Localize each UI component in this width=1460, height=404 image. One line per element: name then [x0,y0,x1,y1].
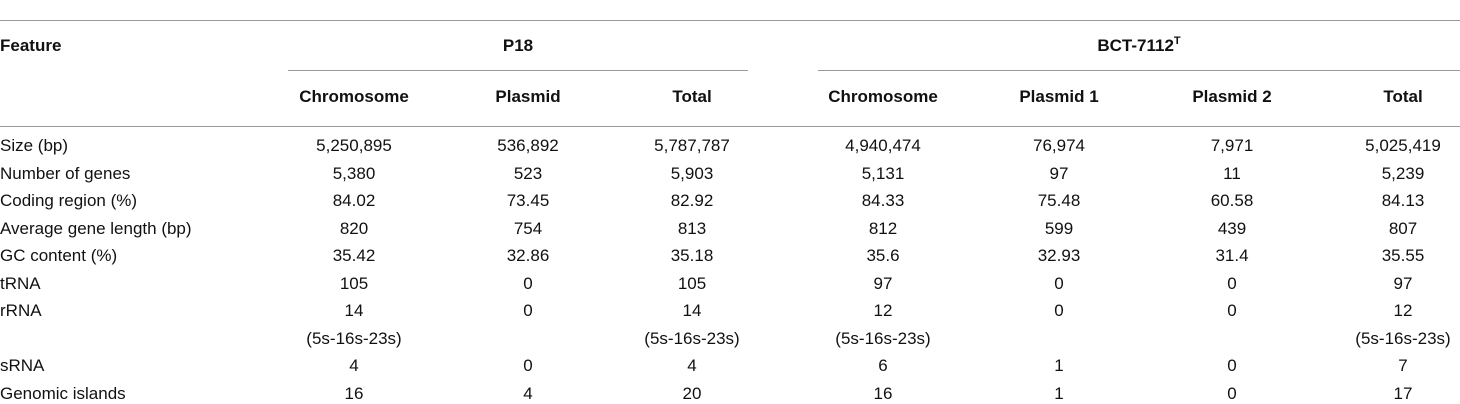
group-header-bct-7112 [1097,36,1180,58]
table-cell: (5s-16s-23s) [644,328,740,348]
table-cell: 35.6 [866,246,900,265]
table-cell: 0 [1227,301,1237,320]
row-label: Coding region (%) [0,191,138,210]
table-cell: (5s-16s-23s) [306,328,402,348]
table-cell: 11 [1223,163,1241,183]
table-cell: 6 [878,356,888,375]
table-cell: 32.86 [506,246,550,265]
table-cell: 5,903 [670,163,714,183]
table-cell: (5s-16s-23s) [835,328,931,348]
table-cell: 0 [523,301,533,320]
table-cell: 105 [339,273,369,293]
feature-header: Feature [0,36,62,55]
row-label: tRNA [0,273,41,293]
column-header: Chromosome [828,87,938,106]
table-cell: 5,239 [1381,163,1425,183]
table-cell: 60.58 [1210,191,1254,210]
row-label: Average gene length (bp) [0,218,192,238]
group-header-p18 [503,36,533,58]
table-cell: 536,892 [497,136,559,155]
column-header: Plasmid 1 [1019,87,1099,106]
table-cell: 97 [1049,163,1069,183]
table-cell: 4 [687,356,697,375]
top-rule [0,20,1460,21]
table-cell: 5,380 [332,163,376,183]
table-cell: 0 [1054,301,1064,320]
table-cell: 97 [873,273,893,293]
table-cell: 599 [1044,218,1074,238]
table-cell: 820 [339,218,369,238]
table-cell: 1 [1054,383,1064,403]
column-header: Plasmid [495,87,561,106]
table-cell: 1 [1054,356,1064,375]
table-cell: (5s-16s-23s) [1355,328,1451,348]
row-label: Genomic islands [0,383,126,403]
group-header-bct-7112-sup: T [1173,35,1181,47]
table-cell: 73.45 [506,191,550,210]
table-cell: 31.4 [1215,246,1249,265]
table-cell: 5,250,895 [316,136,392,155]
table-cell: 82.92 [670,191,714,210]
table-cell: 16 [344,383,364,403]
table-cell: 0 [523,356,533,375]
group-rule-p18 [288,70,748,71]
table-cell: 807 [1388,218,1418,238]
table-cell: 0 [1054,273,1064,293]
group-header-p18-label: P18 [502,36,534,55]
table-cell: 523 [513,163,543,183]
table-cell: 14 [344,301,364,320]
table-cell: 4 [349,356,359,375]
table-cell: 439 [1217,218,1247,238]
table-cell: 7,971 [1210,136,1254,155]
row-label: Number of genes [0,163,131,183]
table-cell: 5,787,787 [654,136,730,155]
header-rule [0,126,1460,127]
table-cell: 4 [523,383,533,403]
group-rule-bct-7112 [818,70,1460,71]
table-cell: 32.93 [1037,246,1081,265]
table-cell: 0 [1227,273,1237,293]
table-cell: 5,131 [861,163,905,183]
table-cell: 12 [1393,301,1413,320]
table-cell: 105 [677,273,707,293]
table-cell: 97 [1393,273,1413,293]
table-cell: 0 [1227,356,1237,375]
table-cell: 7 [1398,356,1408,375]
row-label: rRNA [0,301,42,320]
table-cell: 812 [868,218,898,238]
table-cell: 20 [682,383,702,403]
table-cell: 84.33 [861,191,905,210]
table-cell: 75.48 [1037,191,1081,210]
table-cell: 84.02 [332,191,376,210]
table-cell: 35.42 [332,246,376,265]
group-header-bct-7112-label: BCT-7112 [1097,36,1174,55]
table-cell: 76,974 [1033,136,1085,155]
table-cell: 84.13 [1381,191,1425,210]
table-cell: 12 [873,301,893,320]
table-cell: 16 [873,383,893,403]
column-header: Total [1383,87,1423,106]
table-cell: 0 [523,273,533,293]
table-cell: 35.55 [1381,246,1425,265]
row-label: Size (bp) [0,136,69,155]
table-cell: 14 [682,301,702,320]
table-cell: 4,940,474 [845,136,921,155]
column-header: Plasmid 2 [1192,87,1272,106]
row-label: GC content (%) [0,246,118,265]
row-label: sRNA [0,356,45,375]
column-header: Chromosome [299,87,409,106]
column-header: Total [672,87,712,106]
table-cell: 0 [1227,383,1237,403]
table-cell: 35.18 [670,246,714,265]
table-cell: 754 [513,218,543,238]
table-cell: 5,025,419 [1365,136,1441,155]
table-cell: 813 [677,218,707,238]
table-cell: 17 [1393,383,1413,403]
